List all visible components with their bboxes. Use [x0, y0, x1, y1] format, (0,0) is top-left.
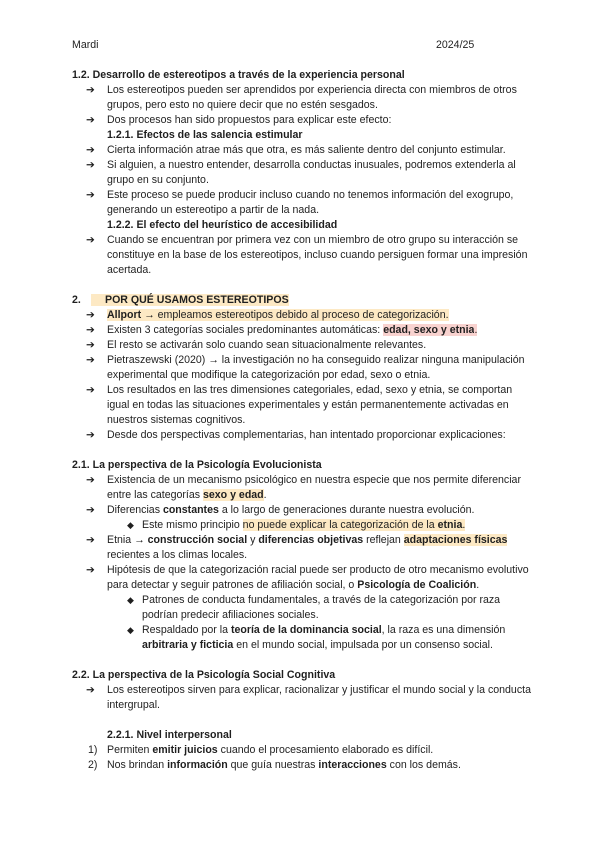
list-item: ➔ Pietraszewski (2020) → la investigación no ha conseguido realizar ninguna manipulación experimental que modifique la categorización por edad, sexo o etnia.	[86, 354, 525, 381]
list-item: ➔ Desde dos perspectivas complementarias, han intentado proporcionar explicaciones:	[86, 429, 506, 441]
arrow-bullet-icon: ➔	[86, 354, 95, 366]
list-item: ➔ Los estereotipos pueden ser aprendidos por experiencia directa con miembros de otros grupos, pero esto no quiere decir que no estén sesgados.	[86, 84, 517, 111]
diamond-bullet-icon: ◆	[127, 520, 134, 530]
list-item: ➔ Los estereotipos sirven para explicar, racionalizar y justificar el mundo social y la conducta intergrupal.	[86, 684, 531, 711]
document-body	[72, 68, 532, 773]
arrow-bullet-icon: ➔	[86, 684, 95, 696]
arrow-bullet-icon: ➔	[86, 504, 95, 516]
list-item: ➔ Diferencias constantes a lo largo de generaciones durante nuestra evolución.	[86, 504, 475, 516]
arrow-bullet-icon: ➔	[86, 429, 95, 441]
list-item: ➔ Dos procesos han sido propuestos para explicar este efecto:	[86, 114, 392, 126]
arrow-bullet-icon: ➔	[86, 309, 95, 321]
arrow-bullet-icon: ➔	[86, 564, 95, 576]
list-item: ➔ Existencia de un mecanismo psicológico en nuestra especie que nos permite diferenciar entre las categorías sexo y edad.	[86, 474, 521, 501]
list-item: ➔ Etnia → construcción social y diferencias objetivas reflejan adaptaciones físicas recientes a los climas locales.	[86, 534, 508, 561]
list-item: ➔ Hipótesis de que la categorización racial puede ser producto de otro mecanismo evolutivo para detectar y seguir patrones de afiliación social, o Psicología de Coalición.	[86, 564, 529, 591]
numbered-item: 2) Nos brindan información que guía nuestras interacciones con los demás.	[88, 759, 461, 771]
arrow-bullet-icon: ➔	[86, 144, 95, 156]
list-item: ➔ Existen 3 categorías sociales predominantes automáticas: edad, sexo y etnia.	[86, 324, 478, 336]
section-heading-2-2: 2.2. La perspectiva de la Psicología Social Cognitiva	[72, 669, 336, 681]
list-item: ➔ Cierta información atrae más que otra, es más saliente dentro del conjunto estimular.	[86, 144, 506, 156]
arrow-bullet-icon: ➔	[86, 159, 95, 171]
list-item: ➔ El resto se activarán solo cuando sean situacionalmente relevantes.	[86, 339, 427, 351]
section-heading-2: 2. POR QUÉ USAMOS ESTEREOTIPOS	[72, 294, 289, 306]
list-item: ➔ Cuando se encuentran por primera vez con un miembro de otro grupo su interacción se constituye en la base de los estereotipos, incluso cuando persiguen formar una impresión acertada.	[86, 234, 528, 276]
arrow-bullet-icon: ➔	[86, 534, 95, 546]
subheading-2-2-1: 2.2.1. Nivel interpersonal	[107, 729, 232, 741]
diamond-bullet-icon: ◆	[127, 595, 134, 605]
subheading-1-2-1: 1.2.1. Efectos de las salencia estimular	[107, 129, 303, 141]
header-left: Mardi	[72, 39, 99, 51]
arrow-bullet-icon: ➔	[86, 114, 95, 126]
subheading-1-2-2: 1.2.2. El efecto del heurístico de accesibilidad	[107, 219, 338, 231]
list-item: ◆ Este mismo principio no puede explicar la categorización de la etnia.	[127, 519, 466, 531]
numbered-item: 1) Permiten emitir juicios cuando el procesamiento elaborado es difícil.	[88, 744, 434, 756]
list-item: ➔ Si alguien, a nuestro entender, desarrolla conductas inusuales, podremos extenderla al grupo en su conjunto.	[86, 159, 516, 186]
diamond-bullet-icon: ◆	[127, 625, 134, 635]
list-item: ➔ Los resultados en las tres dimensiones categoriales, edad, sexo y etnia, se comportan igual en todas las situaciones experimentales y están permanentemente activadas en nuestros sistemas cognitivos.	[86, 384, 513, 426]
arrow-bullet-icon: ➔	[86, 234, 95, 246]
section-heading-2-1: 2.1. La perspectiva de la Psicología Evolucionista	[72, 459, 322, 471]
list-item: ➔ Allport → empleamos estereotipos debido al proceso de categorización.	[86, 309, 449, 321]
arrow-bullet-icon: ➔	[86, 384, 95, 396]
header-right: 2024/25	[436, 39, 475, 51]
list-item: ➔ Este proceso se puede producir incluso cuando no tenemos información del exogrupo, generando un estereotipo a partir de la nada.	[86, 189, 514, 216]
list-item: ◆ Respaldado por la teoría de la dominancia social, la raza es una dimensión arbitraria y ficticia en el mundo social, impulsada por un consenso social.	[127, 624, 506, 651]
arrow-bullet-icon: ➔	[86, 324, 95, 336]
arrow-bullet-icon: ➔	[86, 84, 95, 96]
section-heading-1-2: 1.2. Desarrollo de estereotipos a través de la experiencia personal	[72, 69, 405, 81]
list-item: ◆ Patrones de conducta fundamentales, a través de la categorización por raza podrían predecir afiliaciones sociales.	[127, 594, 501, 621]
arrow-bullet-icon: ➔	[86, 339, 95, 351]
arrow-bullet-icon: ➔	[86, 474, 95, 486]
arrow-bullet-icon: ➔	[86, 189, 95, 201]
